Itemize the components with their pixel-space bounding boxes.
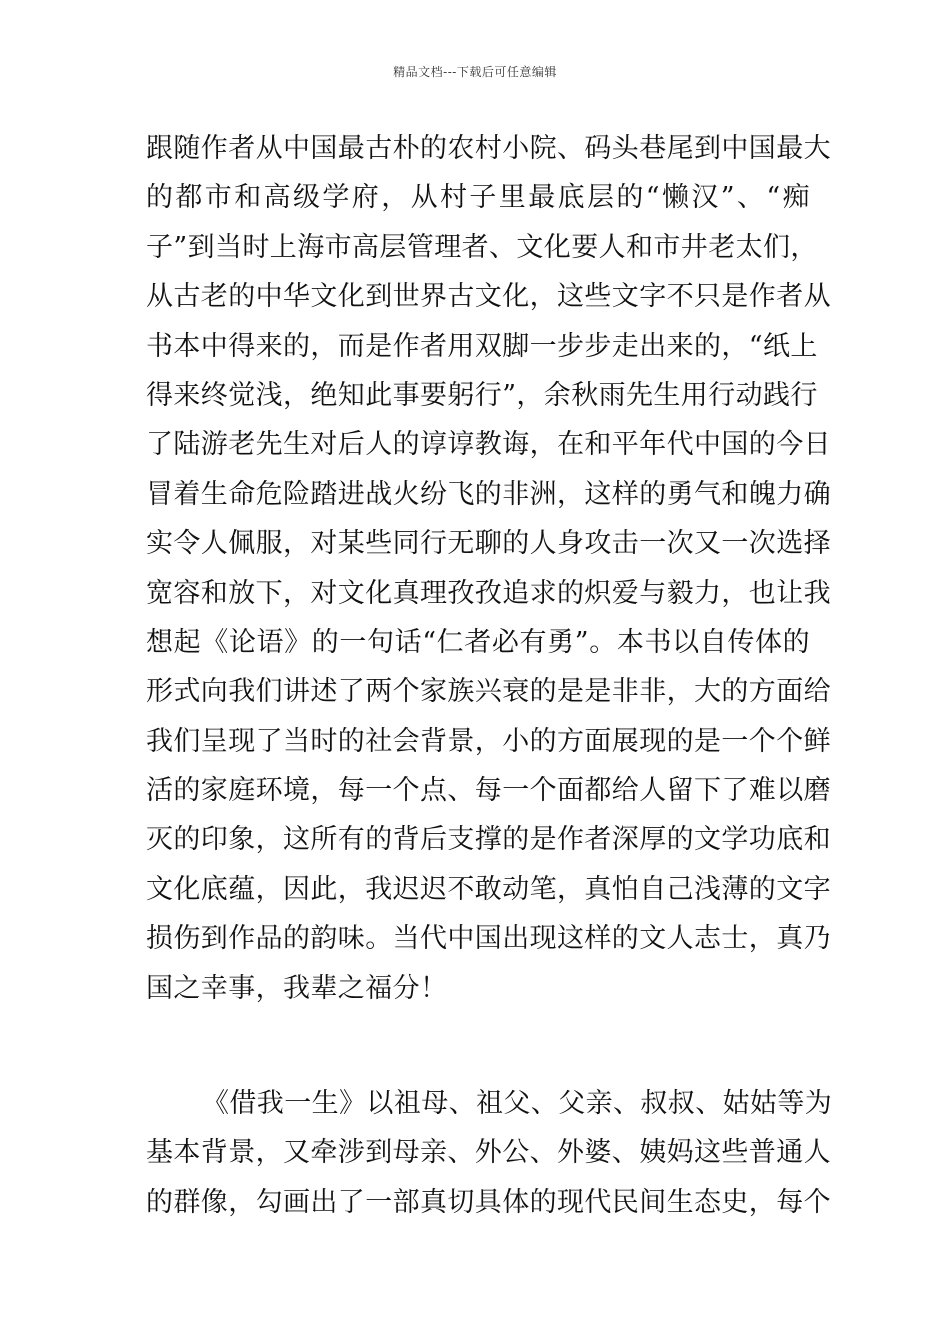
text-line: 活的家庭环境，每一个点、每一个面都给人留下了难以磨 bbox=[146, 775, 831, 807]
text-line: 从古老的中华文化到世界古文化，这些文字不只是作者从 bbox=[146, 281, 831, 313]
text-line: 冒着生命危险踏进战火纷飞的非洲，这样的勇气和魄力确 bbox=[146, 478, 831, 510]
text-line: 宽容和放下，对文化真理孜孜追求的炽爱与毅力，也让我 bbox=[146, 577, 831, 609]
text-line: 国之幸事，我辈之福分！ bbox=[146, 972, 448, 1004]
text-line: 文化底蕴，因此，我迟迟不敢动笔，真怕自己浅薄的文字 bbox=[146, 873, 831, 905]
text-line: 得来终觉浅，绝知此事要躬行”，余秋雨先生用行动践行 bbox=[146, 379, 818, 411]
text-line: 的群像，勾画出了一部真切具体的现代民间生态史，每个 bbox=[146, 1186, 831, 1218]
text-line: 实令人佩服，对某些同行无聊的人身攻击一次又一次选择 bbox=[146, 528, 831, 560]
page-header: 精品文档---下载后可任意编辑 bbox=[393, 65, 557, 79]
text-line: 灭的印象，这所有的背后支撑的是作者深厚的文学功底和 bbox=[146, 824, 831, 856]
text-line: 我们呈现了当时的社会背景，小的方面展现的是一个个鲜 bbox=[146, 725, 831, 757]
text-line: 想起《论语》的一句话“仁者必有勇”。本书以自传体的 bbox=[146, 626, 810, 658]
text-line: 基本背景，又牵涉到母亲、外公、外婆、姨妈这些普通人 bbox=[146, 1137, 831, 1169]
text-line: 形式向我们讲述了两个家族兴衰的是是非非，大的方面给 bbox=[146, 676, 831, 708]
text-line: 了陆游老先生对后人的谆谆教诲，在和平年代中国的今日 bbox=[146, 429, 831, 461]
paragraph-1 bbox=[146, 124, 831, 1013]
text-line: 损伤到作品的韵味。当代中国出现这样的文人志士，真乃 bbox=[146, 923, 831, 955]
text-line: 跟随作者从中国最古朴的农村小院、码头巷尾到中国最大 bbox=[146, 133, 831, 164]
body-text bbox=[146, 124, 833, 1227]
text-line: 子”到当时上海市高层管理者、文化要人和市井老太们， bbox=[146, 231, 818, 263]
text-line: 书本中得来的，而是作者用双脚一步步走出来的，“纸上 bbox=[146, 330, 818, 362]
paragraph-gap bbox=[146, 1013, 810, 1079]
text-line: 的都市和高级学府，从村子里最底层的“懒汉”、“痴 bbox=[146, 182, 810, 214]
text-line: 《借我一生》以祖母、祖父、父亲、叔叔、姑姑等为 bbox=[202, 1088, 833, 1120]
paragraph-2 bbox=[146, 1079, 833, 1227]
